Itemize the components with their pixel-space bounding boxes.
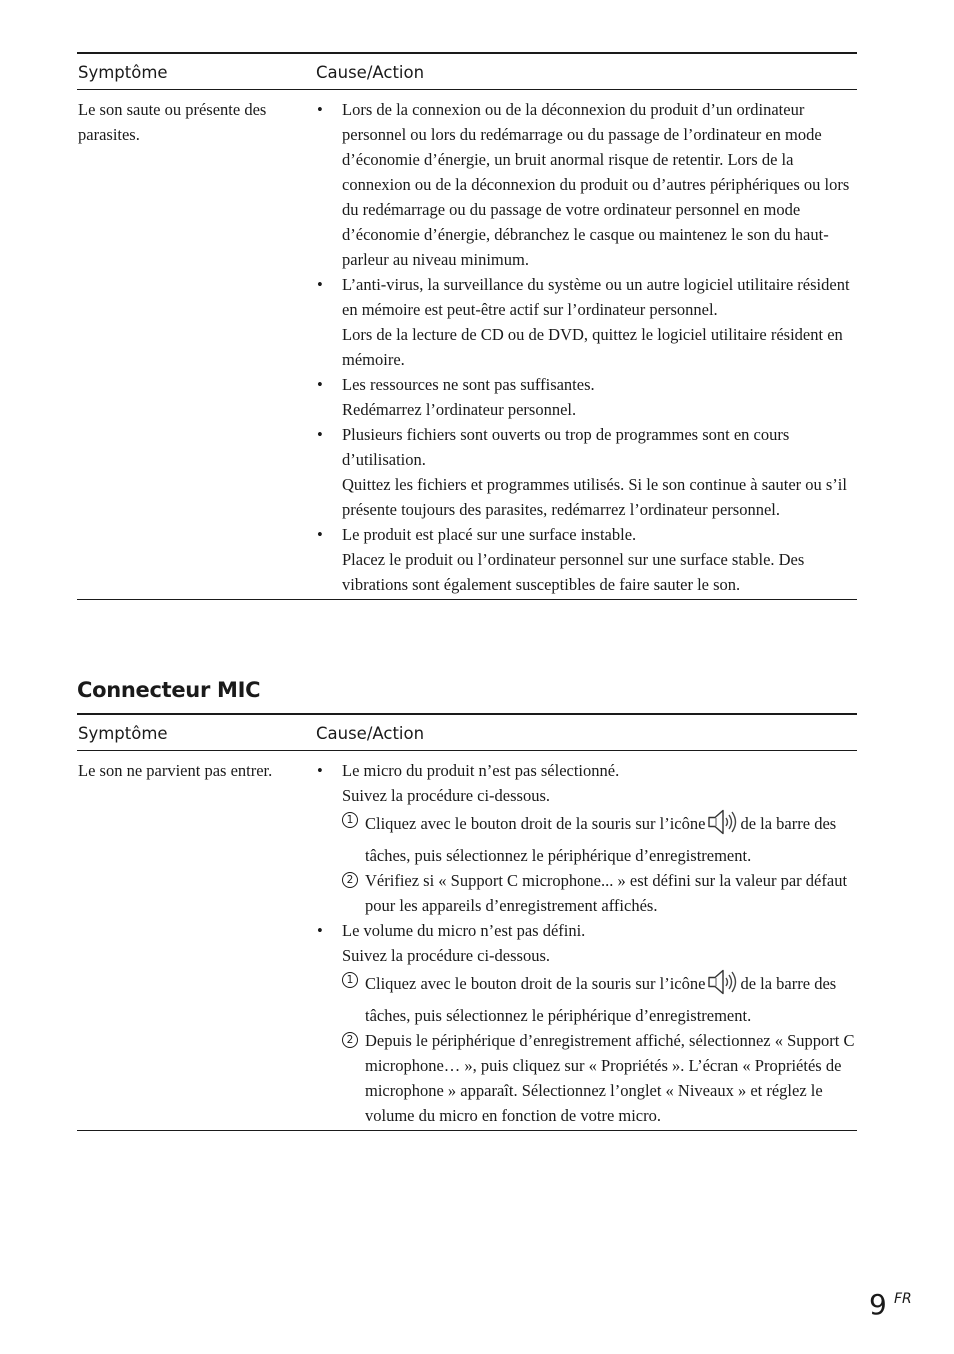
table-header	[77, 715, 857, 751]
speaker-icon	[707, 808, 737, 843]
page-language: FR	[894, 1291, 912, 1307]
item-text: Le volume du micro n’est pas défini.	[342, 921, 586, 940]
step-number: 2	[342, 1032, 358, 1048]
item-text: Lors de la connexion ou de la déconnexion du produit d’un ordinateur personnel ou lors du redémarrage ou du passage de l’ordinateur en mode d’économie d’énergie, un bruit anormal risque de retentir. Lors de la connexion ou de la déconnexion du produit ou d’autres périphériques ou lors du redémarrage ou du passage de votre ordinateur personnel en mode d’économie d’énergie, débranchez le casque ou maintenez le son du haut-parleur au niveau minimum.	[342, 100, 850, 269]
item-text: L’anti-virus, la surveillance du système ou un autre logiciel utilitaire résident en mémoire est peut-être actif sur l’ordinateur personnel.	[342, 275, 850, 319]
step-1	[342, 808, 857, 868]
list-item	[316, 918, 857, 1128]
symptom-text: Le son ne parvient pas entrer.	[78, 761, 273, 780]
step-number: 1	[342, 812, 358, 828]
table-header	[77, 54, 857, 90]
page-number: 9	[869, 1288, 887, 1321]
item-text: Plusieurs fichiers sont ouverts ou trop de programmes sont en cours d’utilisation.	[342, 425, 790, 469]
list-item	[316, 522, 857, 597]
cause-column-header: Cause/Action	[316, 63, 425, 82]
step-text-after: de la barre des tâches, puis sélectionnez le périphérique d’enregistrement.	[365, 814, 837, 865]
cause-column-header: Cause/Action	[316, 724, 425, 743]
symptom-table-mic	[77, 713, 857, 1131]
step-text-after: de la barre des tâches, puis sélectionnez le périphérique d’enregistrement.	[365, 974, 837, 1025]
list-item	[316, 372, 857, 422]
symptom-column-header: Symptôme	[78, 724, 168, 743]
symptom-text: Le son saute ou présente des parasites.	[78, 100, 267, 144]
item-instruction-text: Suivez la procédure ci-dessous.	[342, 946, 551, 965]
cause-cell	[316, 751, 857, 1130]
step-text-before: Cliquez avec le bouton droit de la souris sur l’icône	[365, 974, 706, 993]
cause-cell	[316, 90, 857, 599]
list-item	[316, 97, 857, 272]
step-text-before: Cliquez avec le bouton droit de la souris sur l’icône	[365, 814, 706, 833]
item-action-text: Lors de la lecture de CD ou de DVD, quittez le logiciel utilitaire résident en mémoire.	[342, 325, 843, 369]
step-1	[342, 968, 857, 1028]
item-action-text: Redémarrez l’ordinateur personnel.	[342, 400, 577, 419]
item-text: Le micro du produit n’est pas sélectionné.	[342, 761, 620, 780]
bullet-icon: •	[317, 275, 323, 294]
item-instruction-text: Suivez la procédure ci-dessous.	[342, 786, 551, 805]
step-text: Depuis le périphérique d’enregistrement affiché, sélectionnez « Support C microphone… », puis cliquez sur « Propriétés ». L’écran « Propriétés de microphone » apparaît. Sélectionnez l’onglet « Niveaux » et réglez le volume du micro en fonction de votre micro.	[365, 1031, 855, 1125]
table-row	[77, 90, 857, 600]
item-action-text: Placez le produit ou l’ordinateur personnel sur une surface stable. Des vibrations sont également susceptibles de faire sauter le son.	[342, 550, 805, 594]
list-item	[316, 758, 857, 918]
table-row	[77, 751, 857, 1131]
item-text: Les ressources ne sont pas suffisantes.	[342, 375, 595, 394]
bullet-icon: •	[317, 100, 323, 119]
list-item	[316, 272, 857, 372]
step-text: Vérifiez si « Support C microphone... » est défini sur la valeur par défaut pour les appareils d’enregistrement affichés.	[365, 871, 848, 915]
bullet-icon: •	[317, 761, 323, 780]
item-action-text: Quittez les fichiers et programmes utilisés. Si le son continue à sauter ou s’il présente toujours des parasites, redémarrez l’ordinateur personnel.	[342, 475, 847, 519]
symptom-table-sound	[77, 52, 857, 600]
step-number: 1	[342, 972, 358, 988]
step-number: 2	[342, 872, 358, 888]
step-2	[342, 1028, 857, 1128]
speaker-icon	[707, 968, 737, 1003]
bullet-icon: •	[317, 525, 323, 544]
section-title: Connecteur MIC	[77, 678, 261, 702]
bullet-icon: •	[317, 425, 323, 444]
list-item	[316, 422, 857, 522]
bullet-icon: •	[317, 375, 323, 394]
symptom-column-header: Symptôme	[78, 63, 168, 82]
item-text: Le produit est placé sur une surface instable.	[342, 525, 637, 544]
bullet-icon: •	[317, 921, 323, 940]
step-2	[342, 868, 857, 918]
